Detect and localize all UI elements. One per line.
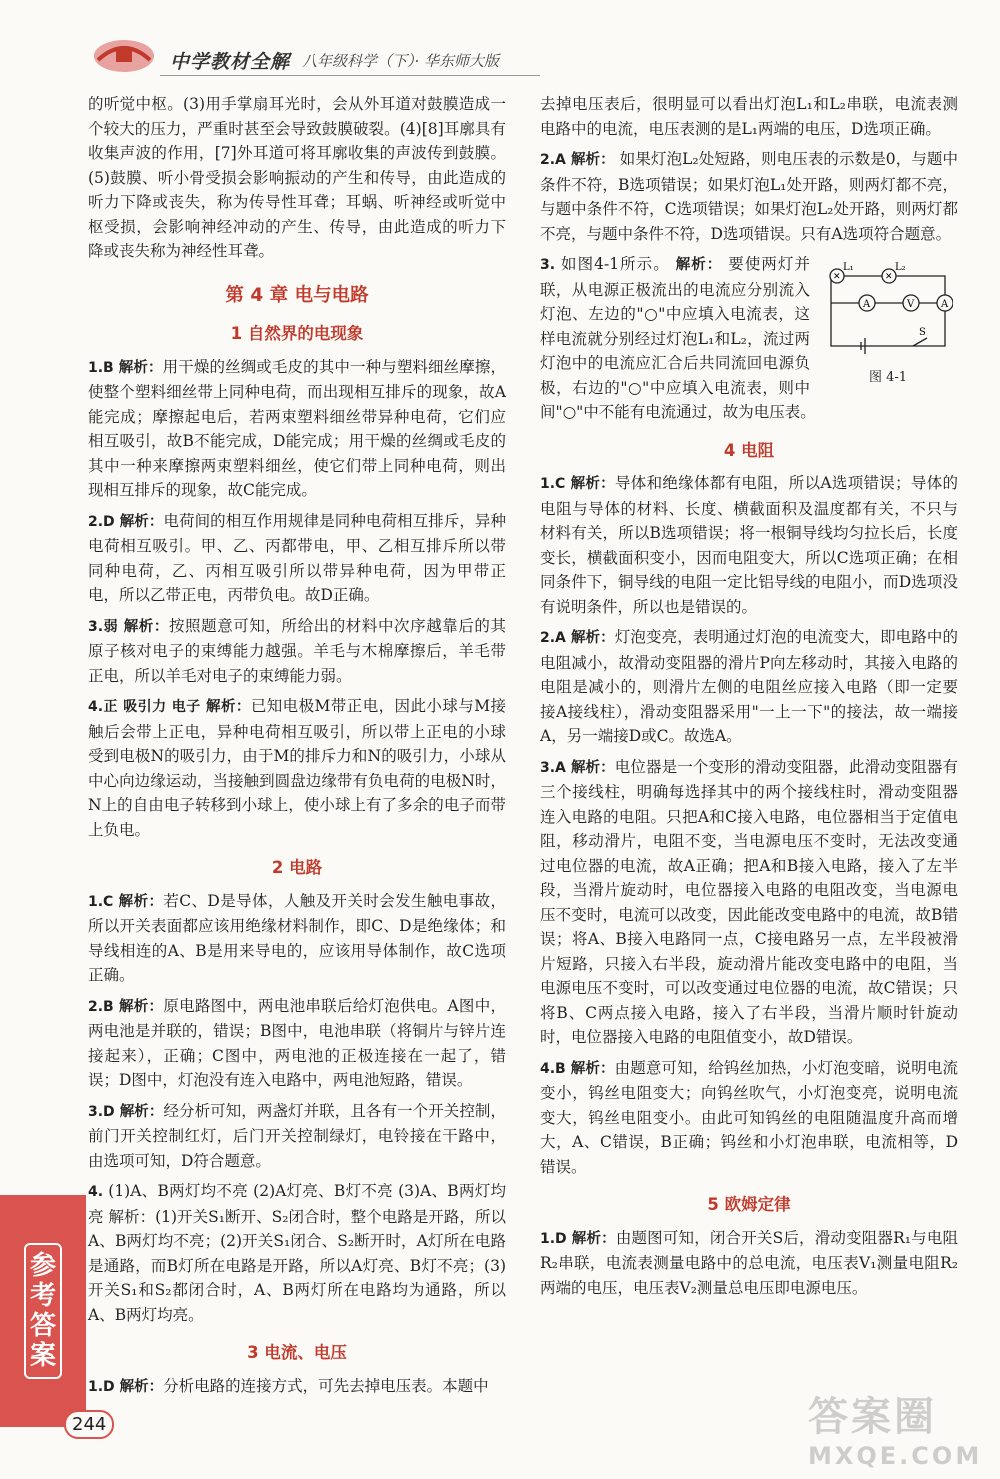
answer-item [88, 355, 506, 503]
svg-text:A: A [863, 299, 871, 310]
page-header [0, 0, 1000, 95]
svg-text:L₁: L₁ [843, 262, 854, 273]
analysis-label: 解析： [118, 359, 163, 376]
answer-text: 由题图可知，闭合开关S后，滑动变阻器R₁与电阻R₂串联，电流表测量电路中的总电流，电压表V₁测量电阻R₂两端的电压，电压表V₂测量总电压即电源电压。 [540, 1228, 958, 1297]
answer-number: 4.B [540, 1060, 566, 1077]
header-divider [160, 75, 540, 76]
answer-item [540, 755, 958, 1050]
analysis-label: 解析： [119, 1103, 164, 1120]
answer-item [88, 994, 506, 1093]
answer-item [88, 694, 506, 842]
answer-number: 1.C [88, 893, 114, 910]
answer-item [88, 1179, 506, 1327]
answer-text: 分析电路的连接方式，可先去掉电压表。本题中 [163, 1376, 489, 1395]
book-title: 中学教材全解 [170, 51, 291, 73]
answer-item [88, 1374, 506, 1400]
answer-item [88, 509, 506, 608]
svg-text:✕: ✕ [885, 272, 893, 282]
answer-item [540, 1056, 958, 1180]
svg-text:L₂: L₂ [895, 262, 906, 273]
answer-text: 电位器是一个变形的滑动变阻器，此滑动变阻器有三个接线柱，明确每选择其中的两个接线柱时，滑动变阻器连入电路的电阻。只把A和C接入电路，电位器相当于定值电阻，移动滑片，电阻不变，当电源电压不变时，无法改变通过电位器的电流，故A正确；把A和B接入电路，接入了左半段，当滑片旋动时，电位器接入电路的电阻改变，当电源电压不变时，电流可以改变，因此能改变电路中的电流，故B错误；将A、B接入电路同一点，C接电路另一点，左半段被滑片短路，只接入右半段，旋动滑片能改变电路中的电阻，当电源电压不变时，可以改变通过电位器的电流，故C错误；只将B、C两点接入电路，接入了右半段，当滑片顺时针旋动时，电位器接入电路的电阻值变小，故D错误。 [540, 757, 959, 1046]
answer-item [88, 614, 506, 689]
answer-list [88, 355, 506, 843]
answer-item-with-figure: ✕ ✕ L₁ L₂ A A V S 图 4-1 3. 如图4-1所示。 解析： 要使两灯并联，从电源正极流出的电流应分别流入灯泡、左边的"○"中应填入电流表，这样电流就分别经过灯泡L₁和L₂，流过两灯泡中的电流应汇合后共同流回电源负极，右边的"○"中应填入电流表，则中间"○"中不能有电流通过，故为电压表。 [540, 252, 958, 425]
book-logo-icon [88, 30, 160, 78]
section-title-2: 2 电路 [271, 858, 323, 877]
section-title-5: 5 欧姆定律 [707, 1195, 791, 1214]
answer-text: (1)A、B两灯均不亮 (2)A灯亮、B灯不亮 (3)A、B两灯均亮 解析：(1)开关S₁断开、S₂闭合时，整个电路是开路，所以A、B两灯均不亮；(2)开关S₁闭合、S₂断开时，A灯所在电路是通路，而B灯所在电路是开路，所以A灯亮、B灯不亮；(3)开关S₁和S₂都闭合时，A、B两灯所在电路均为通路，所以A、B两灯均亮。 [88, 1182, 506, 1324]
analysis-label: 解析： [206, 699, 251, 715]
answer-item [540, 1226, 958, 1301]
answer-number: 1.D [88, 1378, 115, 1395]
figure-caption: 图 4-1 [868, 369, 908, 385]
watermark-logo: 答案圈 MXQE.COM [808, 1394, 983, 1470]
answer-number: 3.A [540, 759, 566, 776]
left-column [88, 92, 506, 1405]
answer-number: 1.B [88, 359, 114, 376]
answer-number: 2.A [540, 630, 566, 646]
answer-number: 4. [88, 1184, 104, 1200]
answer-item [540, 471, 958, 619]
section-title-3: 3 电流、电压 [247, 1343, 347, 1362]
answer-text: 灯泡变亮，表明通过灯泡的电流变大，即电路中的电阻减小，故滑动变阻器的滑片P向左移动时，其接入电路的电阻是减小的，则滑片左侧的电阻丝应接入电路（即一定要接A接线柱），滑动变阻器采用"一上一下"的接法，故一端接A，另一端接D或C。故选A。 [540, 628, 959, 745]
answer-text: 用干燥的丝绸或毛皮的其中一种与塑料细丝摩擦，使整个塑料细丝带上同种电荷，而出现相互排斥的现象，故A能完成；摩擦起电后，若两束塑料细丝带异种电荷，它们应相互吸引，故B不能完成，D能完成；用干燥的丝绸或毛皮的其中一种来摩擦两束塑料细丝，使它们带上同种电荷，则出现相互排斥的现象，故C能完成。 [88, 357, 506, 499]
answer-item [88, 889, 506, 988]
svg-text:✕: ✕ [833, 272, 841, 282]
answer-number: 1.C [540, 476, 566, 492]
answer-text: 经分析可知，两盏灯并联，且各有一个开关控制，前门开关控制红灯，后门开关控制绿灯，电铃接在干路中，由选项可知，D符合题意。 [88, 1101, 507, 1170]
analysis-label: 解析： [570, 476, 615, 492]
answer-number: 3.D [88, 1103, 115, 1120]
right-column [540, 92, 958, 1306]
answer-number: 3.弱 [88, 618, 119, 635]
answer-list [540, 1226, 958, 1301]
continued-text: 的听觉中枢。(3)用手掌扇耳光时，会从外耳道对鼓膜造成一个较大的压力，严重时甚至会导致鼓膜破裂。(4)[8]耳廓具有收集声波的作用，[7]外耳道可将耳廓收集的声波传到鼓膜。(5)鼓膜、听小骨受损会影响振动的产生和传导，由此造成的听力下降或丧失，称为传导性耳聋；耳蜗、听神经或听觉中枢受损，会影响神经冲动的产生、传导，由此造成的听力下降或丧失称为神经性耳聋。 [88, 95, 506, 260]
answer-list [88, 1374, 506, 1400]
answer-list [540, 471, 958, 1179]
analysis-label: 解析： [119, 513, 164, 530]
section-title-1: 1 自然界的电现象 [230, 324, 364, 343]
analysis-label: 解析： [571, 1230, 616, 1247]
svg-text:S: S [919, 327, 926, 338]
reference-answer-tab: 参考答案 [0, 1195, 86, 1427]
page-number: 244 [64, 1410, 114, 1439]
answer-item: 2.A 解析： 如果灯泡L₂处短路，则电压表的示数是0，与题中条件不符，B选项错误；如果灯泡L₁处开路，则两灯都不亮，与题中条件不符，C选项错误；如果灯泡L₂处开路，则两灯都不亮，与题中条件不符，D选项错误。只有A选项符合题意。 [540, 150, 959, 243]
book-subtitle: 八年级科学（下）· 华东师大版 [302, 52, 500, 70]
analysis-label: 解析： [119, 1378, 164, 1395]
analysis-label: 解析： [570, 1060, 615, 1077]
answer-text: 由题意可知，给钨丝加热，小灯泡变暗，说明电流变小，钨丝电阻变大；向钨丝吹气，小灯泡变亮，说明电流变大，钨丝电阻变小。由此可知钨丝的电阻随温度升高而增大，A、C错误，B正确；钨丝和小灯泡串联，电流相等，D错误。 [540, 1058, 958, 1176]
answer-text: 电荷间的相互作用规律是同种电荷相互排斥，异种电荷相互吸引。甲、乙、丙都带电，甲、乙相互排斥所以带同种电荷，乙、丙相互吸引所以带异种电荷，因为甲带正电，所以乙带正电，丙带负电。故D正确。 [88, 511, 507, 604]
analysis-label: 解析： [118, 998, 164, 1015]
answer-number: 1.D [540, 1230, 567, 1247]
svg-text:V: V [907, 299, 915, 310]
svg-text:A: A [941, 299, 949, 310]
answer-text: 导体和绝缘体都有电阻，所以A选项错误；导体的电阻与导体的材料、长度、横截面积及温度都有关，不只与材料有关，所以B选项错误；将一根铜导线均匀拉长后，长度变长，横截面积变小，因而电阻变大，所以C选项正确；在相同条件下，铜导线的电阻一定比铝导线的电阻小，而D选项没有说明条件，所以也是错误的。 [540, 474, 958, 616]
answer-number: 4.正 吸引力 电子 [88, 699, 201, 715]
analysis-label: 解析： [123, 618, 169, 635]
circuit-diagram [823, 258, 953, 358]
chapter-title: 第 4 章 电与电路 [225, 284, 369, 306]
continued-text: 去掉电压表后，很明显可以看出灯泡L₁和L₂串联，电流表测电路中的电流，电压表测的是L₁两端的电压，D选项正确。 [540, 95, 958, 138]
answer-list [88, 889, 506, 1328]
answer-item [88, 1099, 506, 1174]
analysis-label: 解析： [570, 759, 615, 776]
circuit-figure [818, 258, 958, 390]
analysis-label: 解析： [118, 893, 164, 910]
answer-text: 若C、D是导体，人触及开关时会发生触电事故，所以开关表面都应该用绝缘材料制作，即C、D是绝缘体；和导线相连的A、B是用来导电的，应该用导体制作，故C选项正确。 [88, 891, 506, 984]
answer-item [540, 625, 958, 749]
answer-text: 已知电极M带正电，因此小球与M接触后会带上正电，异种电荷相互吸引，所以带上正电的小球受到电极N的吸引力，由于M的排斥力和N的吸引力，小球从中心向边缘运动，当接触到圆盘边缘带有负电荷的电极N时，N上的自由电子转移到小球上，使小球上有了多余的电子而带上负电。 [88, 697, 506, 839]
answer-number: 2.B [88, 998, 114, 1015]
answer-number: 2.D [88, 513, 115, 530]
answer-text: 原电路图中，两电池串联后给灯泡供电。A图中，两电池是并联的，错误；B图中，电池串联（将铜片与锌片连接起来），正确；C图中，两电池的正极连接在一起了，错误；D图中，灯泡没有连入电路中，两电池短路，错误。 [88, 996, 506, 1089]
section-title-4: 4 电阻 [723, 440, 775, 460]
answer-text: 按照题意可知，所给出的材料中次序越靠后的其原子核对电子的束缚能力越强。羊毛与木棉摩擦后，羊毛带正电，所以羊毛对电子的束缚能力弱。 [88, 616, 506, 685]
analysis-label: 解析： [570, 630, 615, 646]
